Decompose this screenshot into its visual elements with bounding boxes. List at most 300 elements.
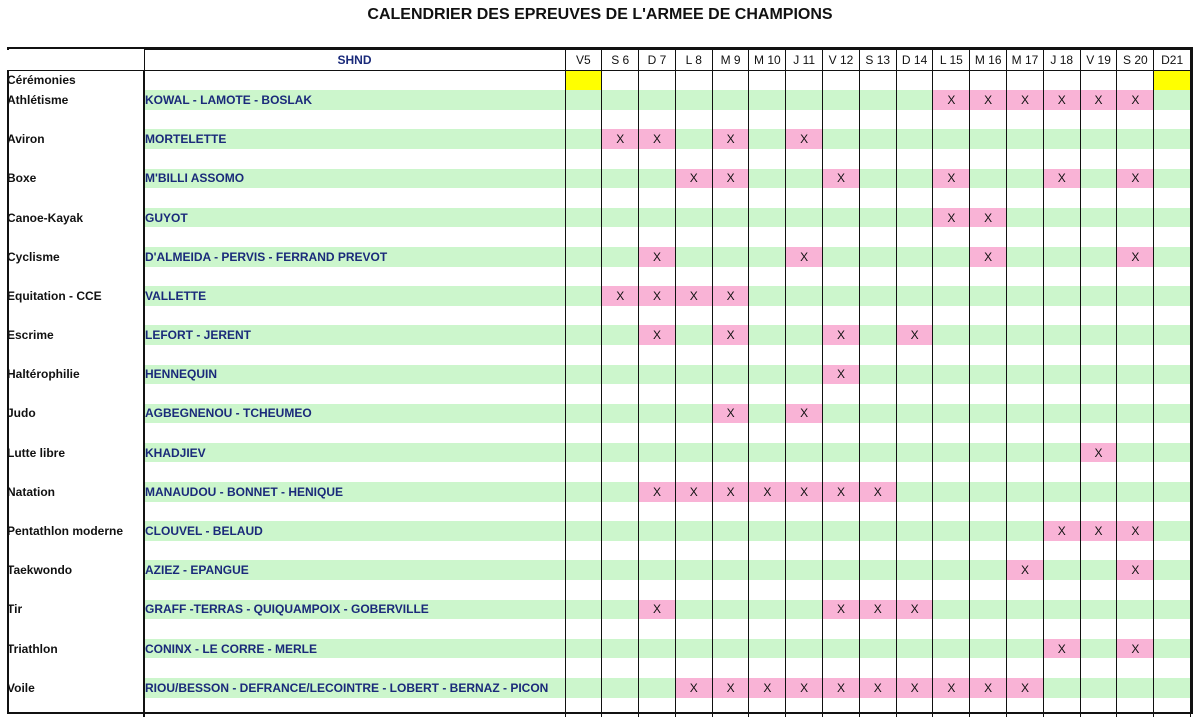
day-cell [1154,129,1191,149]
day-cell [896,306,933,326]
sport-label: Triathlon [7,639,144,659]
day-cell [1007,227,1044,247]
day-cell [1117,208,1154,228]
event-mark: X [823,169,860,189]
day-cell [1080,325,1117,345]
day-cell [933,227,970,247]
day-cell [1154,619,1191,639]
event-mark: X [712,169,749,189]
spacer-row [7,502,1191,522]
day-cell [859,384,896,404]
day-cell [602,267,639,287]
day-cell [1080,404,1117,424]
day-cell [602,658,639,678]
day-cell [1154,227,1191,247]
day-cell [639,619,676,639]
day-cell [602,600,639,620]
day-cell [565,560,602,580]
day-cell [786,90,823,110]
day-cell [675,658,712,678]
day-cell [565,90,602,110]
day-cell [823,580,860,600]
day-cell [859,149,896,169]
day-cell [896,658,933,678]
day-cell [1154,580,1191,600]
day-cell [1154,482,1191,502]
day-cell [1080,70,1117,90]
day-cell [786,325,823,345]
day-cell [933,286,970,306]
event-mark: X [639,482,676,502]
day-cell [933,482,970,502]
day-cell [970,110,1007,130]
day-cell [712,149,749,169]
day-cell [1154,110,1191,130]
day-cell [712,580,749,600]
day-cell [1080,482,1117,502]
day-cell [970,70,1007,90]
day-cell [565,404,602,424]
event-mark: X [859,600,896,620]
athletes-label [144,345,565,365]
day-cell [565,149,602,169]
day-cell [565,423,602,443]
day-cell [565,325,602,345]
spacer-row [7,423,1191,443]
day-cell [749,208,786,228]
day-cell [565,267,602,287]
day-cell [639,443,676,463]
day-cell [859,188,896,208]
event-mark: X [859,678,896,698]
event-mark: X [1117,169,1154,189]
day-cell [1154,462,1191,482]
sport-row [7,325,1191,345]
day-cell [1117,70,1154,90]
day-cell [896,404,933,424]
event-mark: X [602,286,639,306]
day-cell [933,247,970,267]
event-mark: X [639,286,676,306]
athletes-column-header: SHND [144,50,565,71]
day-cell [859,227,896,247]
day-cell [1154,345,1191,365]
event-mark: X [749,678,786,698]
event-mark: X [823,365,860,385]
day-cell [639,227,676,247]
day-cell [896,443,933,463]
event-mark: X [823,678,860,698]
day-cell [565,580,602,600]
day-cell [565,462,602,482]
day-cell [639,541,676,561]
event-mark: X [823,482,860,502]
day-cell [749,149,786,169]
day-cell [896,580,933,600]
day-cell [859,541,896,561]
event-mark: X [1043,639,1080,659]
day-cell [786,462,823,482]
day-cell [1154,521,1191,541]
day-cell [1043,423,1080,443]
day-cell [933,267,970,287]
spacer-row [7,541,1191,561]
day-cell [602,678,639,698]
sport-label: Canoe-Kayak [7,208,144,228]
day-cell [896,639,933,659]
day-cell [859,423,896,443]
sport-label: Equitation - CCE [7,286,144,306]
sport-row [7,482,1191,502]
day-cell [823,306,860,326]
day-cell [1007,443,1044,463]
day-header: S 13 [859,50,896,71]
event-mark: X [675,286,712,306]
spacer-row [7,188,1191,208]
day-cell [639,502,676,522]
day-cell [970,698,1007,717]
sport-label: Cérémonies [7,70,144,90]
day-cell [565,188,602,208]
day-cell [896,149,933,169]
day-cell [675,404,712,424]
day-cell [639,149,676,169]
day-cell [859,169,896,189]
day-cell [712,188,749,208]
day-cell [712,443,749,463]
event-mark: X [1117,521,1154,541]
day-cell [1080,462,1117,482]
day-cell [1007,462,1044,482]
day-cell [602,306,639,326]
day-cell [749,404,786,424]
day-cell [896,345,933,365]
day-cell [786,208,823,228]
day-cell [712,70,749,90]
day-cell [1154,188,1191,208]
day-cell [1043,462,1080,482]
event-mark: X [1117,639,1154,659]
day-cell [749,325,786,345]
day-cell [896,502,933,522]
day-cell [565,619,602,639]
day-cell [970,658,1007,678]
day-cell [602,619,639,639]
day-cell [749,286,786,306]
day-header: M 16 [970,50,1007,71]
day-cell [933,70,970,90]
day-cell [749,521,786,541]
day-cell [602,227,639,247]
day-cell [602,521,639,541]
day-cell [1117,462,1154,482]
athletes-label [144,502,565,522]
day-cell [970,619,1007,639]
day-cell [712,345,749,365]
sport-row [7,169,1191,189]
event-mark: X [675,482,712,502]
day-cell [1117,306,1154,326]
day-cell [675,110,712,130]
day-cell [970,521,1007,541]
day-cell [1117,502,1154,522]
day-cell [565,678,602,698]
day-cell [786,384,823,404]
sport-label: Judo [7,404,144,424]
event-mark: X [933,90,970,110]
day-cell [859,521,896,541]
day-cell [1117,443,1154,463]
day-cell [859,129,896,149]
athletes-label [144,188,565,208]
spacer-row [7,698,1191,717]
day-cell [1007,286,1044,306]
day-cell [602,639,639,659]
day-cell [1117,345,1154,365]
day-header: D 7 [639,50,676,71]
day-cell [749,247,786,267]
day-cell [675,541,712,561]
event-mark: X [602,129,639,149]
day-cell [823,462,860,482]
day-cell [1117,404,1154,424]
day-cell [565,227,602,247]
day-cell [1043,286,1080,306]
sport-row [7,129,1191,149]
day-cell [1080,384,1117,404]
day-cell [859,110,896,130]
day-cell [823,267,860,287]
day-cell [786,423,823,443]
day-cell [749,306,786,326]
day-cell [712,306,749,326]
day-cell [786,306,823,326]
sport-label: Tir [7,600,144,620]
day-cell [970,286,1007,306]
day-cell [602,482,639,502]
event-mark: X [639,600,676,620]
spacer-row [7,267,1191,287]
day-cell [749,619,786,639]
day-cell [602,188,639,208]
day-cell [1080,286,1117,306]
day-cell [786,345,823,365]
day-cell [639,423,676,443]
day-cell [602,110,639,130]
spacer-row [7,345,1191,365]
athletes-label [144,306,565,326]
day-cell [565,698,602,717]
day-cell [639,70,676,90]
day-cell [859,247,896,267]
day-cell [1154,286,1191,306]
sport-label: Aviron [7,129,144,149]
day-cell [1007,208,1044,228]
sport-row [7,365,1191,385]
day-header: M 10 [749,50,786,71]
day-cell [970,443,1007,463]
day-cell [565,169,602,189]
sport-row [7,90,1191,110]
day-cell [1043,188,1080,208]
day-cell [639,639,676,659]
day-cell [639,580,676,600]
day-cell [1007,698,1044,717]
day-cell [896,482,933,502]
sport-row [7,560,1191,580]
day-cell [1007,404,1044,424]
day-cell [1007,541,1044,561]
spacer-row [7,306,1191,326]
day-cell [970,267,1007,287]
day-cell [1007,306,1044,326]
day-cell [1154,247,1191,267]
day-cell [1117,600,1154,620]
sport-row [7,404,1191,424]
day-cell [712,658,749,678]
event-mark: X [1043,521,1080,541]
athletes-label: HENNEQUIN [144,365,565,385]
day-cell [639,208,676,228]
day-cell [565,110,602,130]
ceremonies-row [7,70,1191,90]
day-cell [565,639,602,659]
day-cell [1043,600,1080,620]
day-cell [712,423,749,443]
day-cell [1043,306,1080,326]
day-cell [859,639,896,659]
day-cell [1117,482,1154,502]
day-cell [1043,384,1080,404]
day-cell [712,560,749,580]
day-cell [1080,560,1117,580]
athletes-label: GUYOT [144,208,565,228]
day-cell [933,639,970,659]
day-cell [1154,698,1191,717]
event-mark: X [675,678,712,698]
day-cell [786,560,823,580]
athletes-label: KHADJIEV [144,443,565,463]
sport-label [7,227,144,247]
day-cell [1154,90,1191,110]
day-cell [859,619,896,639]
day-cell [675,619,712,639]
sport-row [7,521,1191,541]
day-cell [970,169,1007,189]
sport-row [7,678,1191,698]
day-cell [933,698,970,717]
day-cell [1043,678,1080,698]
day-cell [639,345,676,365]
sport-label [7,149,144,169]
day-cell [933,306,970,326]
day-cell [823,188,860,208]
day-cell [786,286,823,306]
day-cell [1043,698,1080,717]
day-cell [1154,169,1191,189]
sport-label: Pentathlon moderne [7,521,144,541]
day-cell [639,90,676,110]
day-cell [639,110,676,130]
day-cell [970,560,1007,580]
day-cell [675,365,712,385]
event-mark: X [1007,90,1044,110]
day-cell [786,521,823,541]
day-cell [675,502,712,522]
day-cell [823,658,860,678]
event-mark: X [823,325,860,345]
event-mark: X [786,482,823,502]
event-mark: X [970,208,1007,228]
day-cell [786,600,823,620]
event-mark: X [712,129,749,149]
day-cell [712,541,749,561]
day-cell [933,365,970,385]
day-cell [896,384,933,404]
day-cell [786,502,823,522]
day-cell [602,169,639,189]
ceremony-mark [1154,70,1191,90]
day-cell [1117,149,1154,169]
day-cell [1154,678,1191,698]
day-cell [1154,443,1191,463]
sport-label [7,698,144,717]
day-cell [749,658,786,678]
day-cell [1117,129,1154,149]
day-cell [970,404,1007,424]
day-cell [896,247,933,267]
sport-label [7,267,144,287]
day-cell [896,560,933,580]
day-cell [1080,580,1117,600]
day-cell [602,560,639,580]
day-cell [1043,110,1080,130]
day-cell [1043,208,1080,228]
day-cell [749,345,786,365]
day-cell [786,619,823,639]
day-cell [1117,188,1154,208]
event-mark: X [933,169,970,189]
day-cell [712,208,749,228]
sport-label [7,462,144,482]
day-header: J 11 [786,50,823,71]
day-cell [933,541,970,561]
day-cell [896,188,933,208]
day-header: V 19 [1080,50,1117,71]
day-cell [786,110,823,130]
day-cell [1007,267,1044,287]
day-cell [823,502,860,522]
day-cell [933,384,970,404]
day-cell [970,462,1007,482]
day-cell [675,462,712,482]
day-cell [1117,619,1154,639]
athletes-label [144,149,565,169]
event-mark: X [1080,443,1117,463]
day-cell [675,521,712,541]
day-cell [602,325,639,345]
day-cell [675,639,712,659]
day-cell [749,188,786,208]
day-cell [933,404,970,424]
day-cell [859,698,896,717]
sport-label [7,580,144,600]
day-cell [823,208,860,228]
day-cell [970,639,1007,659]
day-cell [1043,443,1080,463]
day-cell [639,462,676,482]
day-cell [1080,678,1117,698]
